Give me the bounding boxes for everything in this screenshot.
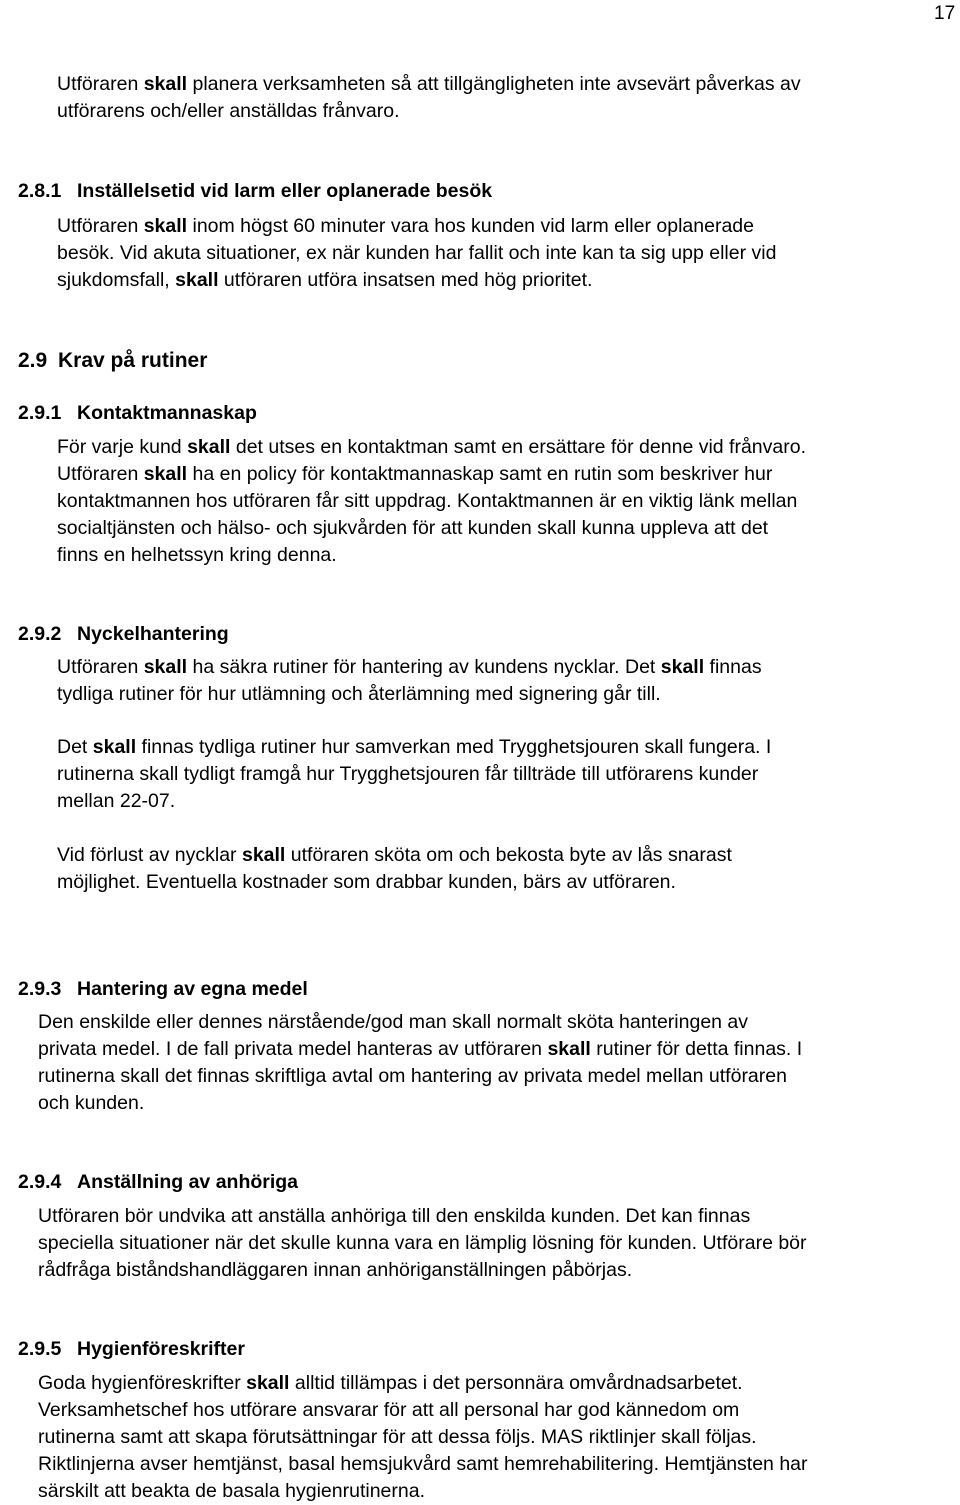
section-2-9-2-paragraph-1	[57, 654, 762, 708]
section-2-9-5-body	[38, 1370, 808, 1505]
text-line: rutinerna skall det finnas skriftliga avtal om hantering av privata medel mellan utföraren	[38, 1065, 787, 1087]
text-line: Utföraren skall planera verksamheten så att tillgängligheten inte avsevärt påverkas av	[57, 73, 801, 95]
section-2-9-3-body	[38, 1009, 802, 1117]
section-title: Anställning av anhöriga	[77, 1171, 299, 1193]
text-line: Goda hygienföreskrifter skall alltid tillämpas i det personnära omvårdnadsarbetet.	[38, 1372, 743, 1394]
section-number: 2.9.2	[18, 623, 62, 645]
page-number: 17	[934, 3, 956, 24]
section-2-9-2-paragraph-3	[57, 842, 732, 896]
text-line: kontaktmannen hos utföraren får sitt uppdrag. Kontaktmannen är en viktig länk mellan	[57, 490, 798, 512]
text-line: Utföraren bör undvika att anställa anhöriga till den enskilda kunden. Det kan finnas	[38, 1205, 751, 1227]
emphasis: skall	[143, 656, 188, 678]
section-title: Inställelsetid vid larm eller oplanerade besök	[77, 180, 493, 202]
text-line: finns en helhetssyn kring denna.	[57, 544, 337, 566]
section-title: Kontaktmannaskap	[77, 402, 257, 424]
text-line: rådfråga biståndshandläggaren innan anhöriganställningen påbörjas.	[38, 1259, 633, 1281]
text-line: mellan 22-07.	[57, 790, 176, 812]
text-line: sjukdomsfall, skall utföraren utföra insatsen med hög prioritet.	[57, 269, 593, 291]
text-line: Riktlinjerna avser hemtjänst, basal hemsjukvård samt hemrehabilitering. Hemtjänsten har	[38, 1453, 808, 1475]
emphasis: skall	[660, 656, 705, 678]
section-number: 2.9.3	[18, 978, 62, 1000]
emphasis: skall	[241, 844, 286, 866]
text-line: Den enskilde eller dennes närstående/god man skall normalt sköta hanteringen av	[38, 1011, 749, 1033]
section-title: Hantering av egna medel	[77, 978, 308, 1000]
text-line: rutinerna skall tydligt framgå hur Trygghetsjouren får tillträde till utförarens kunder	[57, 763, 759, 785]
section-title: Hygienföreskrifter	[77, 1338, 245, 1360]
text-line: speciella situationer när det skulle kunna vara en lämplig lösning för kunden. Utförare bör	[38, 1232, 807, 1254]
section-2-9-1-body	[57, 434, 806, 569]
section-2-9-4-body	[38, 1203, 807, 1284]
text-line: socialtjänsten och hälso- och sjukvården för att kunden skall kunna uppleva att det	[57, 517, 769, 539]
text-line: Verksamhetschef hos utförare ansvarar för att all personal har god kännedom om	[38, 1399, 740, 1421]
emphasis: skall	[143, 463, 188, 485]
text-line: utförarens och/eller anställdas frånvaro.	[57, 100, 400, 122]
section-number: 2.9.1	[18, 402, 62, 424]
emphasis: skall	[246, 1372, 290, 1394]
section-title: Krav på rutiner	[58, 349, 208, 372]
text-line: För varje kund skall det utses en kontaktman samt en ersättare för denne vid frånvaro.	[57, 436, 807, 458]
text-line: Vid förlust av nycklar skall utföraren sköta om och bekosta byte av lås snarast	[57, 844, 732, 866]
section-number: 2.9.5	[18, 1338, 62, 1360]
text-line: Utföraren skall inom högst 60 minuter vara hos kunden vid larm eller oplanerade	[57, 215, 754, 237]
section-number: 2.9	[18, 349, 48, 372]
text-line: Det skall finnas tydliga rutiner hur samverkan med Trygghetsjouren skall fungera. I	[57, 736, 772, 758]
section-title: Nyckelhantering	[77, 623, 229, 645]
emphasis: skall	[143, 215, 188, 237]
text-line: möjlighet. Eventuella kostnader som drabbar kunden, bärs av utföraren.	[57, 871, 676, 893]
text-line: rutinerna samt att skapa förutsättningar för att dessa följs. MAS riktlinjer skall följas.	[38, 1426, 757, 1448]
text-line: tydliga rutiner för hur utlämning och återlämning med signering går till.	[57, 683, 661, 705]
text-line: Utföraren skall ha säkra rutiner för hantering av kundens nycklar. Det skall finnas	[57, 656, 762, 678]
text-line: besök. Vid akuta situationer, ex när kunden har fallit och inte kan ta sig upp eller vid	[57, 242, 777, 264]
text-line: och kunden.	[38, 1092, 145, 1114]
text-line: särskilt att beakta de basala hygienrutinerna.	[38, 1480, 425, 1502]
section-number: 2.9.4	[18, 1171, 62, 1193]
section-number: 2.8.1	[18, 180, 62, 202]
emphasis: skall	[92, 736, 137, 758]
section-2-8-1-body	[57, 213, 776, 294]
text-line: privata medel. I de fall privata medel hanteras av utföraren skall rutiner för detta finnas. I	[38, 1038, 803, 1060]
emphasis: skall	[175, 269, 219, 291]
emphasis: skall	[547, 1038, 591, 1060]
intro-paragraph	[57, 71, 801, 125]
emphasis: skall	[187, 436, 231, 458]
section-2-9-2-paragraph-2	[57, 734, 771, 815]
text-line: Utföraren skall ha en policy för kontaktmannaskap samt en rutin som beskriver hur	[57, 463, 773, 485]
emphasis: skall	[143, 73, 188, 95]
